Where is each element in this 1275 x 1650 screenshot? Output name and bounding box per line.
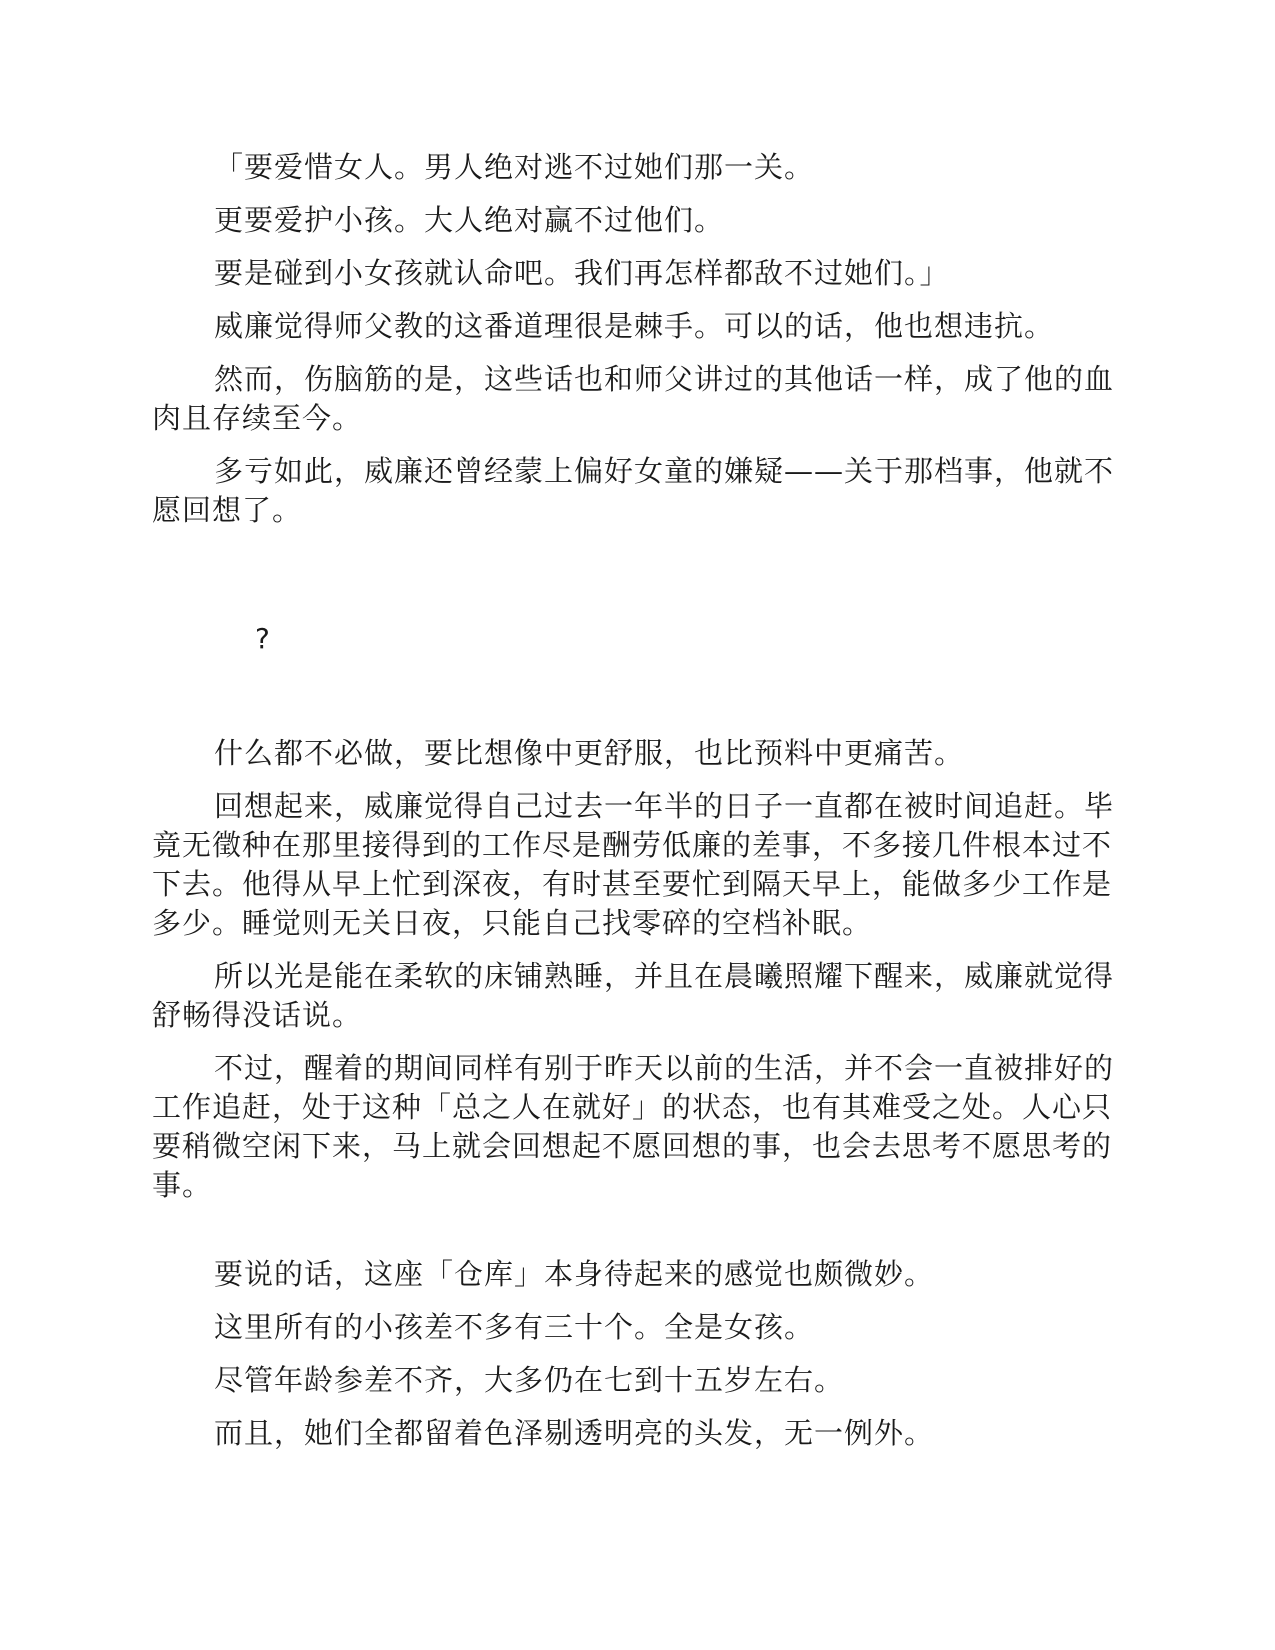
paragraph: 威廉觉得师父教的这番道理很是棘手。可以的话，他也想违抗。 — [214, 309, 1055, 343]
paragraph: 这里所有的小孩差不多有三十个。全是女孩。 — [214, 1310, 815, 1344]
section-gap — [152, 544, 1122, 618]
section-gap — [152, 1219, 1122, 1255]
paragraph: 「要爱惜女人。男人绝对逃不过她们那一关。 — [214, 150, 815, 184]
paragraph: 回想起来，威廉觉得自己过去一年半的日子一直都在被时间追赶。毕竟无徵种在那里接得到的工作尽是酬劳低廉的差事，不多接几件根本过不下去。他得从早上忙到深夜，有时甚至要忙到隔天早上，能做多少工作是多少。睡觉则无关日夜，只能自己找零碎的空档补眠。 — [152, 789, 1115, 940]
paragraph: 尽管年龄参差不齐，大多仍在七到十五岁左右。 — [214, 1363, 845, 1397]
paragraph: 多亏如此，威廉还曾经蒙上偏好女童的嫌疑——关于那档事，他就不愿回想了。 — [152, 454, 1115, 527]
scene-break-mark: ? — [255, 622, 271, 655]
paragraph: 而且，她们全都留着色泽剔透明亮的头发，无一例外。 — [214, 1416, 935, 1450]
paragraph: 然而，伤脑筋的是，这些话也和师父讲过的其他话一样，成了他的血肉且存续至今。 — [152, 362, 1115, 435]
section-3 — [152, 1255, 1122, 1453]
paragraph: 不过，醒着的期间同样有别于昨天以前的生活，并不会一直被排好的工作追赶，处于这种「总之人在就好」的状态，也有其难受之处。人心只要稍微空闲下来，马上就会回想起不愿回想的事，也会去思考不愿思考的事。 — [152, 1051, 1115, 1202]
paragraph: 要说的话，这座「仓库」本身待起来的感觉也颇微妙。 — [214, 1257, 935, 1291]
section-2 — [152, 734, 1122, 1205]
paragraph: 什么都不必做，要比想像中更舒服，也比预料中更痛苦。 — [214, 736, 965, 770]
paragraph: 更要爱护小孩。大人绝对赢不过他们。 — [214, 203, 725, 237]
paragraph: 所以光是能在柔软的床铺熟睡，并且在晨曦照耀下醒来，威廉就觉得舒畅得没话说。 — [152, 959, 1115, 1032]
section-1 — [152, 148, 1122, 530]
paragraph: 要是碰到小女孩就认命吧。我们再怎样都敌不过她们。」 — [214, 256, 950, 290]
document-page — [152, 148, 1122, 1467]
section-gap — [152, 660, 1122, 734]
